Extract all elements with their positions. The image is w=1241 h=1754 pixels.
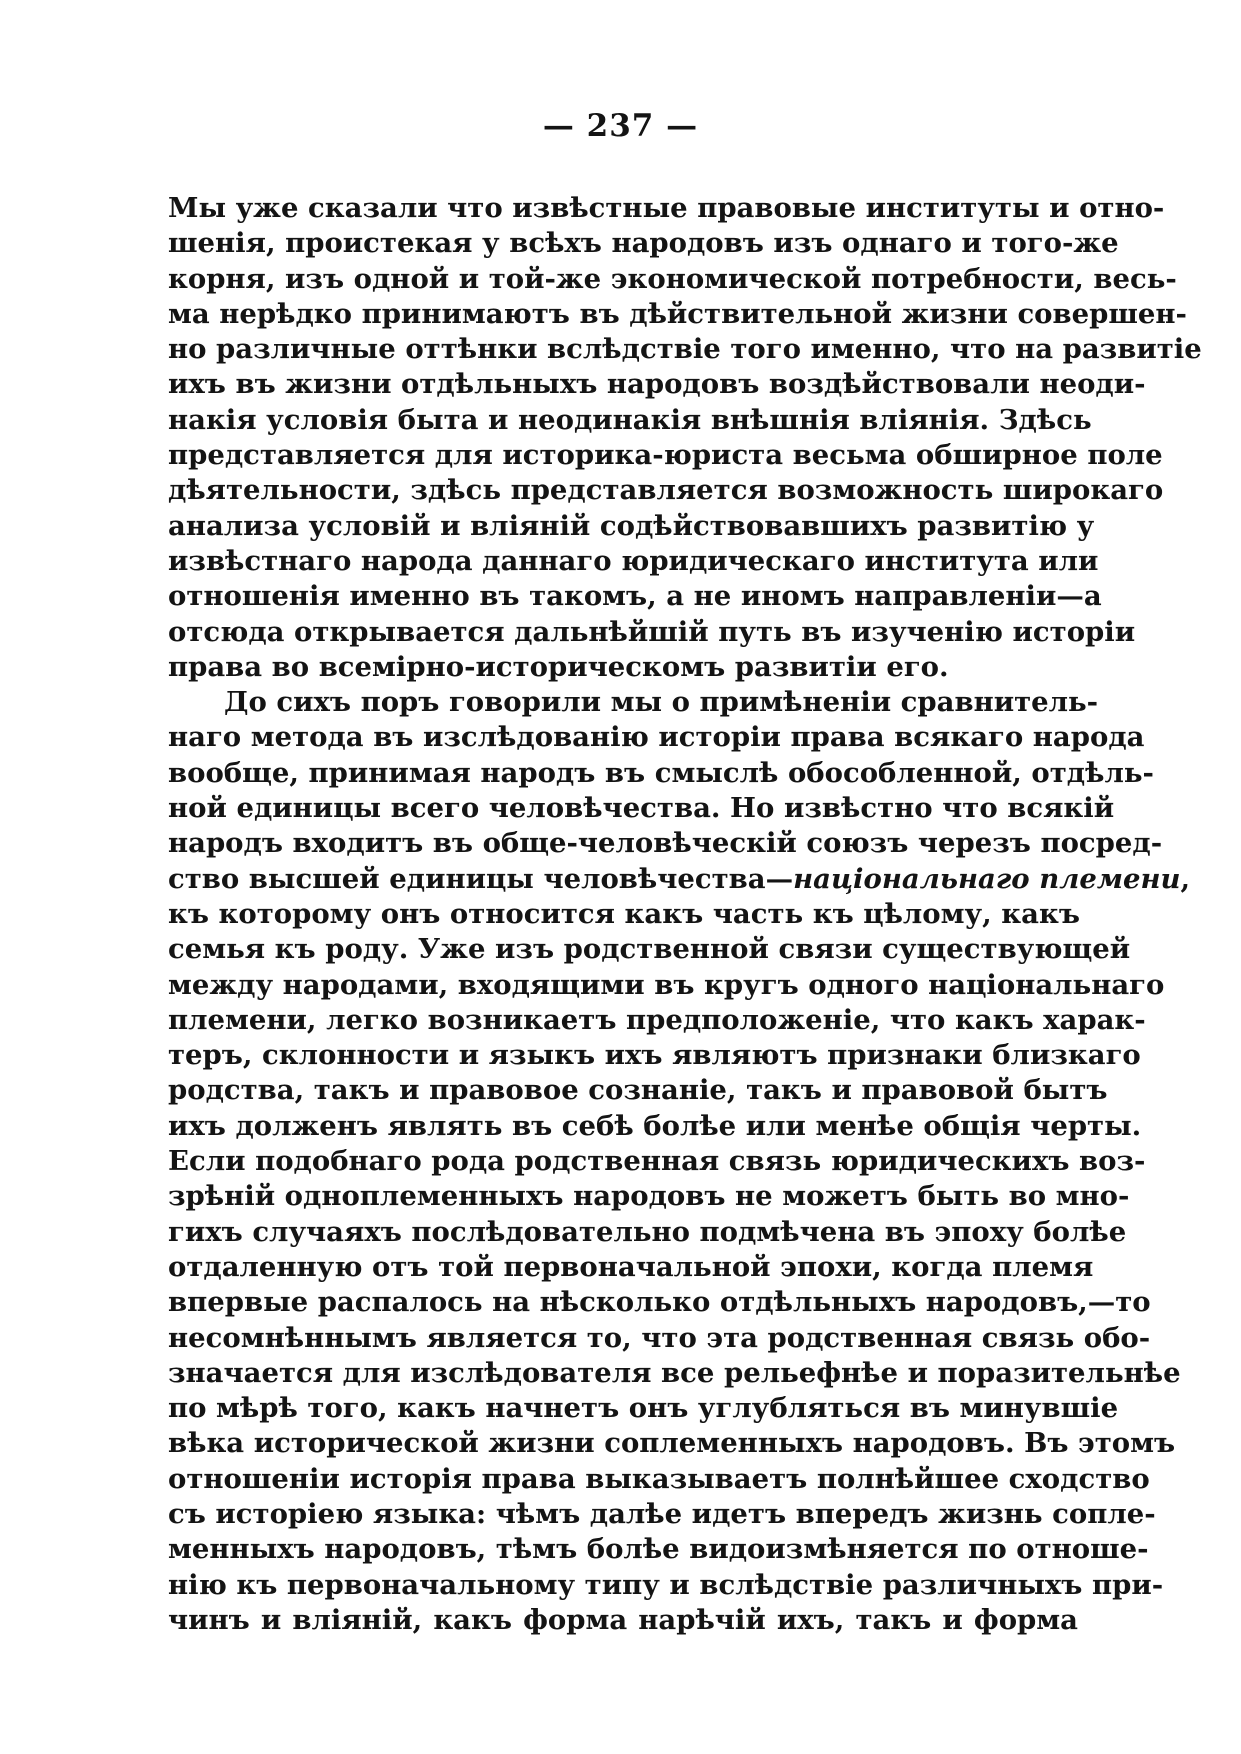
text-line: права во всемірно-историческомъ развитіи его.	[168, 650, 949, 683]
text-line: нію къ первоначальному типу и вслѣдствіе различныхъ при-	[168, 1568, 1164, 1601]
text-line: народъ входитъ въ обще-человѣческій союзъ черезъ посред-	[168, 827, 1163, 860]
text-line: накія условія быта и неодинакія внѣшнія вліянія. Здѣсь	[168, 403, 1092, 436]
text-line: представляется для историка-юриста весьма обширное поле	[168, 439, 1163, 472]
text-line: ихъ въ жизни отдѣльныхъ народовъ воздѣйствовали неоди-	[168, 368, 1146, 401]
page-number: — 237 —	[542, 108, 699, 144]
text-line: корня, изъ одной и той-же экономической потребности, весь-	[168, 262, 1177, 295]
text-line: ма нерѣдко принимаютъ въ дѣйствительной жизни совершен-	[168, 297, 1187, 330]
text-line: къ которому онъ относится какъ часть къ цѣлому, какъ	[168, 897, 1080, 930]
text-line: значается для изслѣдователя все рельефнѣе и поразительнѣе	[168, 1356, 1181, 1389]
text-line: шенія, проистекая у всѣхъ народовъ изъ однаго и того-же	[168, 227, 1119, 260]
text-line: теръ, склонности и языкъ ихъ являютъ признаки близкаго	[168, 1039, 1141, 1072]
text-line: несомнѣннымъ является то, что эта родственная связь обо-	[168, 1321, 1151, 1354]
text-line: чинъ и вліяній, какъ форма нарѣчій ихъ, такъ и форма	[168, 1603, 1078, 1636]
text-line: отсюда открывается дальнѣйшій путь въ изученію исторіи	[168, 615, 1136, 648]
text-line: гихъ случаяхъ послѣдовательно подмѣчена въ эпоху болѣе	[168, 1215, 1127, 1248]
text-line: анализа условій и вліяній содѣйствовавшихъ развитію у	[168, 509, 1095, 542]
text-line: извѣстнаго народа даннаго юридическаго института или	[168, 544, 1099, 577]
text-line: отношеніи исторія права выказываетъ полнѣйшее сходство	[168, 1462, 1150, 1495]
text-fragment: ,	[1180, 862, 1191, 895]
text-line: вообще, принимая народъ въ смыслѣ обособленной, отдѣль-	[168, 756, 1154, 789]
text-line: семья къ роду. Уже изъ родственной связи существующей	[168, 933, 1131, 966]
text-line: ихъ долженъ являть въ себѣ болѣе или менѣе общія черты.	[168, 1109, 1142, 1142]
text-line: съ исторіею языка: чѣмъ далѣе идетъ впередъ жизнь сопле-	[168, 1497, 1156, 1530]
text-line: племени, легко возникаетъ предположеніе, что какъ харак-	[168, 1003, 1146, 1036]
text-line: наго метода въ изслѣдованію исторіи права всякаго народа	[168, 721, 1145, 754]
text-line: по мѣрѣ того, какъ начнетъ онъ углубляться въ минувшіе	[168, 1392, 1119, 1425]
text-line: зрѣній одноплеменныхъ народовъ не можетъ быть во мно-	[168, 1180, 1130, 1213]
text-line-mixed	[168, 862, 1191, 897]
body-text	[168, 191, 1202, 1638]
text-line: отношенія именно въ такомъ, а не иномъ направленіи—а	[168, 580, 1102, 613]
text-line: дѣятельности, здѣсь представляется возможность широкаго	[168, 474, 1164, 507]
text-line: До сихъ поръ говорили мы о примѣненіи сравнитель-	[224, 686, 1099, 719]
text-line: Если подобнаго рода родственная связь юридическихъ воз-	[168, 1145, 1146, 1178]
text-line: вѣка исторической жизни соплеменныхъ народовъ. Въ этомъ	[168, 1427, 1176, 1460]
text-line: Мы уже сказали что извѣстные правовые институты и отно-	[168, 192, 1165, 224]
text-line: между народами, входящими въ кругъ одного національнаго	[168, 968, 1165, 1001]
text-line: ной единицы всего человѣчества. Но извѣстно что всякій	[168, 792, 1115, 825]
italic-emphasis: національнаго племени	[793, 862, 1181, 895]
text-line: родства, такъ и правовое сознаніе, такъ и правовой бытъ	[168, 1074, 1108, 1107]
text-fragment: ство высшей единицы человѣчества—	[168, 862, 794, 895]
text-line: но различные оттѣнки вслѣдствіе того именно, что на развитіе	[168, 333, 1202, 366]
text-line: отдаленную отъ той первоначальной эпохи, когда племя	[168, 1250, 1094, 1283]
text-line: менныхъ народовъ, тѣмъ болѣе видоизмѣняется по отноше-	[168, 1533, 1149, 1566]
text-line: впервые распалось на нѣсколько отдѣльныхъ народовъ,—то	[168, 1286, 1151, 1319]
